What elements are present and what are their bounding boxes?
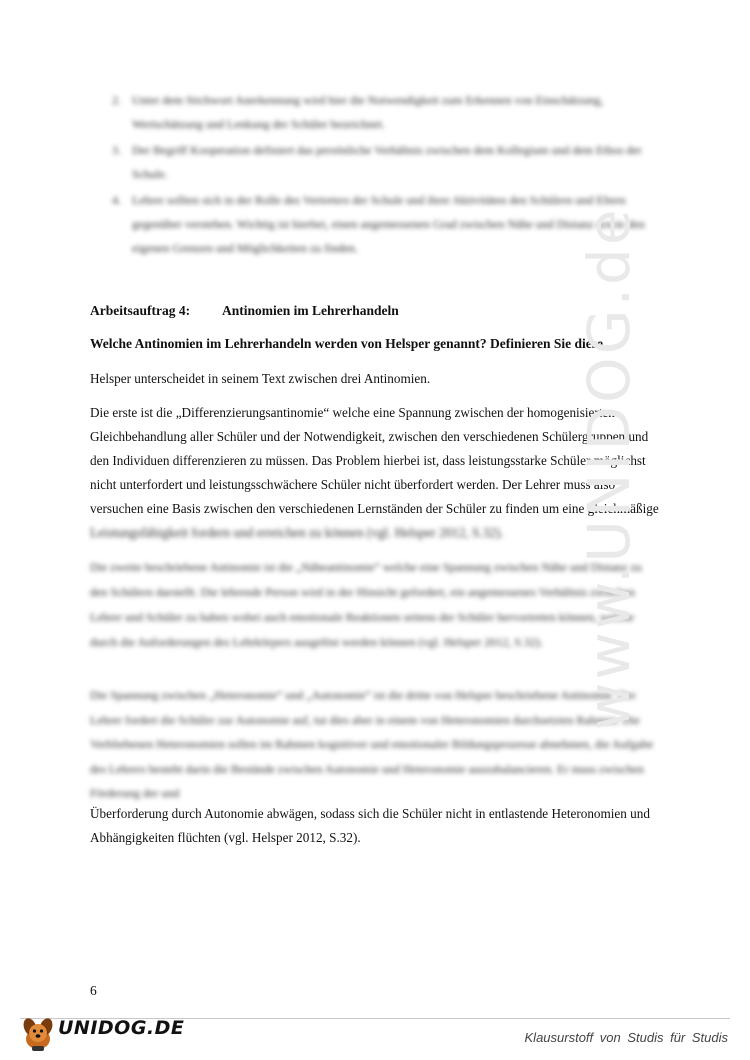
paragraph-differenzierung: Die erste ist die „Differenzierungsantinomie“ welche eine Spannung zwischen der homogenisierten Gleichbehandlung aller Schüler und der Notwendigkeit, zwischen den verschiedenen Schülergruppen und den Individuen differenzieren zu müssen. Das Problem hierbei ist, dass leistungsstarke Schüler möglichst nicht unterfordert und leistungsschwächere Schüler nicht überfordert werden. Der Lehrer muss also versuchen eine Basis zwischen den verschiedenen Lernständen der Schüler zu finden um eine gleichmäßige bbox=[90, 405, 659, 516]
logo-text: UNIDOG.DE bbox=[58, 1017, 185, 1039]
dog-icon bbox=[18, 1013, 58, 1053]
list-item-text: Der Begriff Kooperation definiert das persönliche Verhältnis zwischen dem Kollegium und dem Ethos der Schule. bbox=[132, 143, 642, 181]
unidog-logo bbox=[18, 1013, 185, 1053]
list-item bbox=[112, 138, 652, 186]
list-item-text: Lehrer sollten sich in der Rolle des Vertreters der Schule und ihrer Aktivitäten den Schülern und Eltern gegenüber verstehen. Wichtig ist hierbei, einen angemessenen Grad zwischen Nähe und Distanz sowie den eigenen Grenzen und Möglichkeiten zu finden. bbox=[132, 193, 645, 255]
paragraph-naehe-blurred: Die zweite beschriebene Antinomie ist die „Näheantinomie“ welche eine Spannung zwischen Nähe und Distanz zu den Schülern darstellt. Die lehrende Person wird in der Hinsicht gefordert, ein angemessenes Verhältnis zwischen Lehrer und Schüler zu haben wobei auch emotionale Reaktionen seitens der Schüler hervortreten können, welche durch die Anforderungen des Lehrkörpers ausgelöst werden können (vgl. Helsper 2012, S.32). bbox=[90, 560, 642, 649]
watermark: www.UNIDOG.de bbox=[575, 206, 643, 730]
paragraph-autonomie-end: Überforderung durch Autonomie abwägen, sodass sich die Schüler nicht in entlastende Heteronomien und Abhängigkeiten flüchten (vgl. Helsper 2012, S.32). bbox=[90, 806, 650, 845]
paragraph-differenzierung-blurred-tail: Leistungsfähigkeit fordern und erreichen zu können (vgl. Helsper 2012, S.32). bbox=[90, 525, 504, 540]
paragraph-autonomie-blurred: Die Spannung zwischen „Heteronomie“ und „Autonomie“ ist die dritte von Helsper beschriebene Antinomie. Der Lehrer fordert die Schüler zur Autonomie auf, tut dies aber in einem von Heteronomien durchsetzten Rahmen. Die Verbliebenen Heteronomien sollen im Rahmen kognitiver und emotionaler Bildungsprozesse abnehmen, die Aufgabe des Lehrers besteht darin die Bestände zwischen Autonomie und Heteronomie auszubalancieren. Er muss zwischen Förderung der und bbox=[90, 688, 654, 800]
list-item bbox=[112, 88, 652, 136]
assignment-question: Welche Antinomien im Lehrerhandeln werden von Helsper genannt? Definieren Sie diese. bbox=[90, 336, 607, 351]
assignment-label: Arbeitsauftrag 4: bbox=[90, 303, 191, 318]
list-item-number: 4. bbox=[112, 193, 121, 207]
list-item-number: 2. bbox=[112, 93, 121, 107]
blurred-intro-list bbox=[112, 88, 652, 262]
list-item-number: 3. bbox=[112, 143, 121, 157]
paragraph-intro: Helsper unterscheidet in seinem Text zwischen drei Antinomien. bbox=[90, 371, 431, 386]
section-heading bbox=[90, 300, 650, 322]
assignment-title: Antinomien im Lehrerhandeln bbox=[222, 303, 399, 318]
list-item-text: Unter dem Stichwort Anerkennung wird hier die Notwendigkeit zum Erkennen von Einschätzung, Wertschätzung und Lenkung der Schüler bezeichnet. bbox=[132, 93, 604, 131]
page-number: 6 bbox=[90, 983, 97, 998]
footer-tagline: Klausurstoff von Studis für Studis bbox=[524, 1030, 728, 1045]
list-item bbox=[112, 188, 652, 260]
